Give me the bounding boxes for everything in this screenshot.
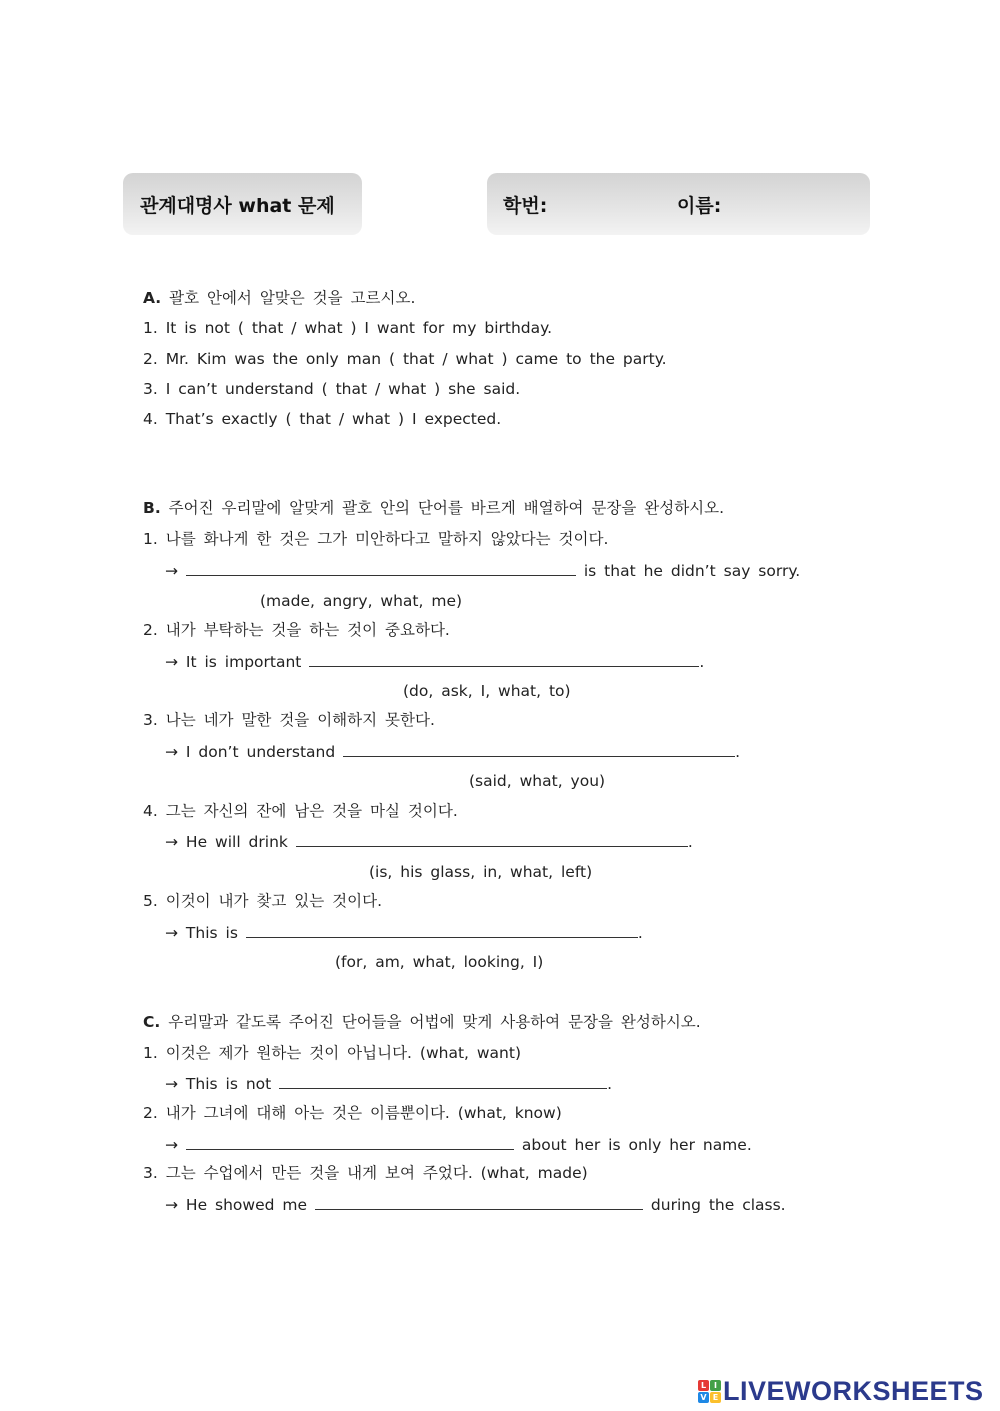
answer-blank[interactable] [246,922,638,938]
section-b-item-5-korean: 5. 이것이 내가 찾고 있는 것이다. [143,892,383,910]
student-id-label: 학번: [503,194,548,217]
section-b-item-1-korean: 1. 나를 화나게 한 것은 그가 미안하다고 말하지 않았다는 것이다. [143,530,609,548]
section-b-item-2-hint: (do, ask, I, what, to) [403,682,571,700]
section-a-heading [143,288,415,308]
section-c-item-1-korean: 1. 이것은 제가 원하는 것이 아닙니다. (what, want) [143,1044,522,1062]
answer-prefix: → [165,562,178,580]
answer-suffix: about her is only her name. [521,1136,752,1154]
logo-mark-letter: V [698,1392,709,1403]
answer-prefix: → He showed me [165,1196,308,1214]
section-c-label: C. [143,1013,161,1031]
answer-suffix: . [607,1075,613,1093]
answer-prefix: → He will drink [165,833,288,851]
answer-blank[interactable] [186,1134,514,1150]
section-b-instruction: 주어진 우리말에 알맞게 괄호 안의 단어를 바르게 배열하여 문장을 완성하시오. [168,499,725,517]
section-b-item-4-korean: 4. 그는 자신의 잔에 남은 것을 마실 것이다. [143,802,458,820]
section-b-item-5-hint: (for, am, what, looking, I) [335,953,544,971]
section-b-heading [143,498,724,518]
answer-suffix: . [735,743,741,761]
section-b-item-2-korean: 2. 내가 부탁하는 것을 하는 것이 중요하다. [143,621,450,639]
section-a-item-4: 4. That’s exactly ( that / what ) I expected. [143,410,502,428]
answer-prefix: → This is [165,924,238,942]
section-c-item-3-answer-line [143,1194,786,1215]
section-a-item-3: 3. I can’t understand ( that / what ) she said. [143,380,521,398]
logo-text: LIVEWORKSHEETS [723,1375,984,1406]
section-b-item-4-answer-line [143,831,693,852]
answer-suffix: is that he didn’t say sorry. [583,562,801,580]
answer-suffix: . [699,653,705,671]
section-c-item-1-answer-line [143,1073,612,1094]
answer-blank[interactable] [309,651,699,667]
section-b-item-5-answer-line [143,922,643,943]
section-c-instruction: 우리말과 같도록 주어진 단어들을 어법에 맞게 사용하여 문장을 완성하시오. [168,1013,701,1031]
section-c-item-2-korean: 2. 내가 그녀에 대해 아는 것은 이름뿐이다. (what, know) [143,1104,562,1122]
section-b-item-3-korean: 3. 나는 네가 말한 것을 이해하지 못한다. [143,711,435,729]
section-b-item-1-answer-line [143,560,800,581]
worksheet-title-box [123,173,362,235]
answer-blank[interactable] [279,1073,607,1089]
answer-blank[interactable] [186,560,576,576]
section-a-label: A. [143,289,162,307]
section-c-heading [143,1012,701,1032]
section-b-label: B. [143,499,161,517]
section-c-item-2-answer-line [143,1134,752,1155]
section-b-item-1-hint: (made, angry, what, me) [260,592,463,610]
section-a-instruction: 괄호 안에서 알맞은 것을 고르시오. [169,289,416,307]
answer-prefix: → I don’t understand [165,743,336,761]
section-b-item-3-hint: (said, what, you) [469,772,606,790]
logo-mark-letter: I [710,1380,721,1391]
answer-suffix: during the class. [650,1196,786,1214]
logo-mark-letter: E [710,1392,721,1403]
section-a-item-1: 1. It is not ( that / what ) I want for my birthday. [143,319,553,337]
section-c-item-3-korean: 3. 그는 수업에서 만든 것을 내게 보여 주었다. (what, made) [143,1164,588,1182]
answer-prefix: → This is not [165,1075,272,1093]
section-b-item-2-answer-line [143,651,704,672]
logo-mark-icon [698,1380,721,1403]
answer-blank[interactable] [315,1194,643,1210]
section-b-item-3-answer-line [143,741,740,762]
answer-prefix: → It is important [165,653,302,671]
liveworksheets-logo [698,1376,984,1406]
student-info-box [487,173,870,235]
logo-mark-letter: L [698,1380,709,1391]
section-b-item-4-hint: (is, his glass, in, what, left) [369,863,593,881]
worksheet-title: 관계대명사 what 문제 [140,194,335,217]
answer-suffix: . [687,833,693,851]
section-a-item-2: 2. Mr. Kim was the only man ( that / what ) came to the party. [143,350,667,368]
answer-blank[interactable] [343,741,735,757]
name-label: 이름: [677,194,722,217]
answer-prefix: → [165,1136,178,1154]
answer-suffix: . [637,924,643,942]
answer-blank[interactable] [296,831,688,847]
